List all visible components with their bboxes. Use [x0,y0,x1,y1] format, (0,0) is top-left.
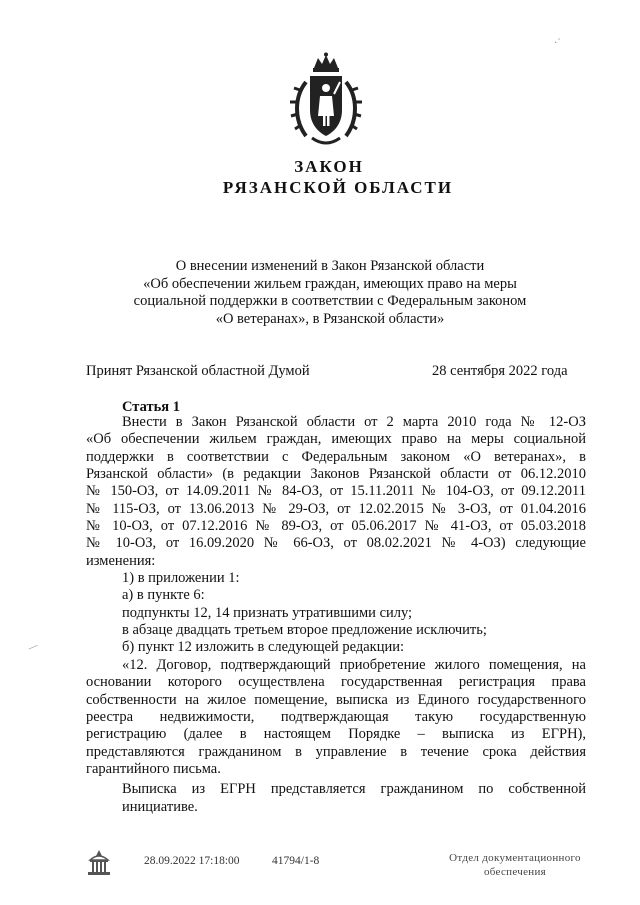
stamp-line: обеспечения [483,866,547,878]
body-line: № 150-ОЗ, от 14.09.2011 № 84-ОЗ, от 15.11.2011 № 104-ОЗ, от 09.12.2011 [86,483,586,500]
scan-artifact: ·´ [554,38,561,49]
article-title: Статья 1 [122,399,180,415]
department-stamp [440,851,590,879]
law-subject [100,258,560,328]
body-line: в абзаце двадцать третьем второе предложение исключить; [122,622,487,639]
body-line: реестра недвижимости, подтверждающая такую государственную [86,708,586,725]
law-title-line1: ЗАКОН [294,157,364,176]
body-line: представляются гражданином в управление в течение срока действия [86,743,586,760]
body-line: подпункты 12, 14 признать утратившими силу; [122,604,413,621]
body-line: б) пункт 12 изложить в следующей редакции: [122,639,404,656]
registration-number: 41794/1-8 [272,855,320,867]
body-line: основании которого осуществлена государственная регистрация права [86,674,586,691]
coat-of-arms-icon [288,52,364,152]
stamp-line: Отдел документационного [449,852,581,864]
scan-artifact: ⁄ [28,640,38,654]
subject-line: «Об обеспечении жильем граждан, имеющих право на меры [143,275,517,292]
subject-line: социальной поддержки в соответствии с Федеральным законом [133,293,527,309]
body-line: регистрацию (далее в настоящем Порядке – выписка из ЕГРН), [86,726,586,743]
adoption-date: 28 сентября 2022 года [432,363,568,379]
body-line: № 10-ОЗ, от 07.12.2016 № 89-ОЗ, от 05.06.2017 № 41-ОЗ, от 05.03.2018 [86,518,586,535]
body-line: № 10-ОЗ, от 16.09.2020 № 66-ОЗ, от 08.02.2021 № 4-ОЗ) следующие [86,535,586,552]
subject-line: «О ветеранах», в Рязанской области» [215,310,445,327]
body-line: а) в пункте 6: [122,587,205,604]
body-line: Рязанской области» (в редакции Законов Рязанской области от 06.12.2010 [86,466,586,483]
adoption-text: Принят Рязанской областной Думой [86,363,310,379]
body-line: 1) в приложении 1: [122,570,240,587]
duma-building-icon [86,848,112,878]
subject-line: О внесении изменений в Закон Рязанской области [175,258,485,274]
law-title [0,156,640,198]
registration-datetime: 28.09.2022 17:18:00 [144,855,240,867]
body-line: собственности на жилое помещение, выписка из Единого государственного [86,691,586,708]
body-line: Выписка из ЕГРН представляется гражданином по собственной [122,781,586,798]
body-line: «12. Договор, подтверждающий приобретение жилого помещения, на [122,656,586,673]
law-title-line2: РЯЗАНСКОЙ ОБЛАСТИ [222,178,454,197]
article-body [86,414,586,816]
body-line: «Об обеспечении жильем граждан, имеющих право на меры социальной [86,431,586,448]
body-line: № 115-ОЗ, от 13.06.2013 № 29-ОЗ, от 12.02.2015 № 3-ОЗ, от 01.04.2016 [86,500,586,517]
body-line: Внести в Закон Рязанской области от 2 марта 2010 года № 12-ОЗ [122,414,586,430]
body-line: инициативе. [122,798,198,815]
body-line: поддержки в соответствии с Федеральным законом «О ветеранах», в [86,448,586,465]
body-line: изменения: [86,552,156,569]
body-line: гарантийного письма. [86,760,221,777]
